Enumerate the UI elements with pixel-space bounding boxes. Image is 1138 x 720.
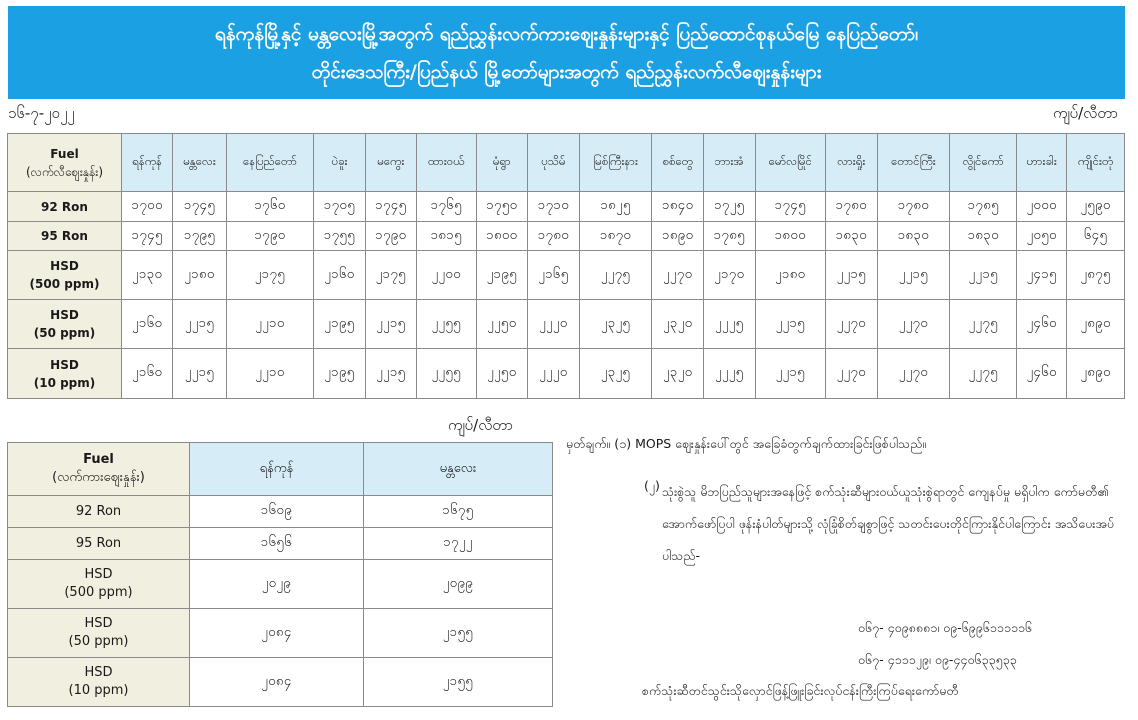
price-cell: ၂၂၇၅: [950, 349, 1017, 399]
price-cell: ၂၀၈၄: [190, 658, 364, 707]
price-cell: ၂၃၂၀: [652, 349, 704, 399]
fuel-name: 95 Ron: [41, 229, 88, 243]
price-cell: ၂၂၇၅: [579, 251, 652, 300]
price-cell: ၂၀၂၉: [190, 560, 364, 609]
fuel-name: HSD: [50, 308, 79, 322]
wholesale-price-table: [7, 442, 553, 707]
table-row: [8, 609, 553, 658]
price-cell: ၁၇၈၀: [528, 222, 580, 251]
city-header: လားရှိုး: [825, 134, 877, 192]
price-cell: ၂၁၉၅: [314, 300, 365, 349]
price-cell: ၂၂၇၀: [825, 349, 877, 399]
price-cell: ၁၈၀၀: [476, 222, 528, 251]
price-cell: ၁၇၂၅: [703, 192, 755, 222]
price-cell: ၂၁၆၀: [314, 251, 365, 300]
price-cell: ၁၈၃၀: [825, 222, 877, 251]
price-cell: ၂၂၁၅: [365, 300, 416, 349]
fuel-label: [8, 658, 190, 707]
city-header: တောင်ကြီး: [877, 134, 950, 192]
price-cell: ၁၇၄၅: [173, 192, 226, 222]
price-cell: ၂၂၂၅: [703, 349, 755, 399]
table-row: [8, 528, 553, 560]
city-header: ရန်ကုန်: [190, 443, 364, 496]
price-cell: ၂၂၅၅: [416, 300, 476, 349]
price-cell: ၁၈၇၀: [579, 222, 652, 251]
phone-numbers-2: ၀၆၇- ၄၁၁၁၂၉၊ ၀၉-၄၄၀၆၃၃၅၃၃: [858, 652, 1017, 667]
city-header: မန္တလေး: [363, 443, 552, 496]
price-cell: ၂၃၂၅: [579, 349, 652, 399]
city-header: မြစ်ကြီးနား: [579, 134, 652, 192]
fuel-header-title: Fuel: [50, 146, 79, 161]
price-cell: ၂၁၈၀: [755, 251, 825, 300]
city-header: စစ်တွေ: [652, 134, 704, 192]
fuel-label: [8, 349, 122, 399]
price-cell: ၁၇၅၅: [314, 222, 365, 251]
price-cell: ၁၈၁၅: [416, 222, 476, 251]
table-row: [8, 222, 1125, 251]
fuel-name: 92 Ron: [41, 199, 88, 214]
price-cell: ၆၄၅: [1067, 222, 1125, 251]
price-cell: ၁၆၀၉: [190, 496, 364, 528]
unit-label-retail: ကျပ်/လီတာ: [1052, 104, 1118, 122]
price-cell: ၂၂၁၅: [755, 300, 825, 349]
fuel-header-cell: [8, 443, 190, 496]
price-cell: ၂၂၁၅: [755, 349, 825, 399]
price-cell: ၂၃၂၀: [652, 300, 704, 349]
price-cell: ၂၀၅၀: [1017, 222, 1067, 251]
price-cell: ၂၂၁၅: [173, 349, 226, 399]
price-cell: ၂၈၉၀: [1067, 349, 1125, 399]
city-header: ကျိုင်းတုံ: [1067, 134, 1125, 192]
fuel-name: HSD: [84, 665, 113, 680]
price-cell: ၂၂၁၅: [825, 251, 877, 300]
fuel-label: [8, 528, 190, 560]
fuel-label: [8, 192, 122, 222]
committee-signature: စက်သုံးဆီတင်သွင်းသိုလှောင်ဖြန့်ဖြူးခြင်းလုပ်ငန်းကြီးကြပ်ရေးကော်မတီ: [642, 683, 959, 698]
price-cell: ၂၁၃၀: [122, 251, 173, 300]
price-cell: ၁၇၆၅: [416, 192, 476, 222]
price-cell: ၂၄၆၀: [1017, 300, 1067, 349]
price-cell: ၂၂၅၀: [476, 300, 528, 349]
price-cell: ၁၇၄၅: [755, 192, 825, 222]
title-line-1: ရန်ကုန်မြို့နှင့် မန္တလေးမြို့အတွက် ရည်ညွှန်းလက်ကားဈေးနှုန်းများနှင့် ပြည်ထောင်စုနယ်မြေ နေပြည်တော်၊: [214, 22, 919, 45]
table-row: [8, 349, 1125, 399]
fuel-header-subtitle: (လက်ကားဈေးနှုန်း): [52, 470, 145, 485]
price-cell: ၂၂၁၅: [365, 349, 416, 399]
price-cell: ၁၈၃၀: [877, 222, 950, 251]
retail-price-table: [7, 133, 1125, 399]
price-cell: ၂၂၁၀: [226, 300, 314, 349]
price-cell: ၂၀၉၉: [363, 560, 552, 609]
price-cell: ၁၇၀၅: [314, 192, 365, 222]
price-cell: ၁၇၈၅: [703, 222, 755, 251]
fuel-spec: (500 ppm): [64, 585, 133, 600]
price-cell: ၁၇၄၅: [365, 192, 416, 222]
fuel-label: [8, 251, 122, 300]
city-header: လွိုင်ကော်: [950, 134, 1017, 192]
price-cell: ၂၃၂၅: [579, 300, 652, 349]
price-cell: ၁၈၉၀: [652, 222, 704, 251]
unit-label-wholesale: ကျပ်/လီတာ: [448, 416, 514, 434]
table-row: [8, 251, 1125, 300]
fuel-name: HSD: [84, 567, 113, 582]
price-cell: ၁၇၈၅: [950, 192, 1017, 222]
fuel-spec: (10 ppm): [33, 375, 96, 390]
price-cell: ၁၆၅၆: [190, 528, 364, 560]
phone-numbers-1: ၀၆၇- ၄၀၉၈၈၈၁၊ ၀၉-၆၉၉၆၁၁၁၁၁၆: [858, 620, 1032, 635]
city-header: နေပြည်တော်: [226, 134, 314, 192]
fuel-name: 95 Ron: [75, 535, 122, 551]
price-cell: ၂၀၀၀: [1017, 192, 1067, 222]
price-cell: ၂၂၂၅: [703, 300, 755, 349]
price-cell: ၂၁၇၅: [226, 251, 314, 300]
price-cell: ၂၀၈၄: [190, 609, 364, 658]
price-cell: ၂၁၅၅: [363, 609, 552, 658]
table-row: [8, 300, 1125, 349]
title-line-2: တိုင်းဒေသကြီး/ပြည်နယ် မြို့တော်များအတွက် ရည်ညွှန်းလက်လီဈေးနှုန်းများ: [311, 60, 822, 83]
price-cell: ၂၂၅၅: [416, 349, 476, 399]
city-header: မန္တလေး: [173, 134, 226, 192]
price-cell: ၂၂၅၀: [476, 349, 528, 399]
fuel-header-title: Fuel: [83, 452, 114, 467]
price-cell: ၂၂၇၀: [877, 349, 950, 399]
price-cell: ၁၇၄၅: [122, 222, 173, 251]
wholesale-header-row: [8, 443, 553, 496]
price-cell: ၁၈၀၀: [755, 222, 825, 251]
fuel-name: HSD: [50, 357, 79, 372]
price-cell: ၂၂၂၀: [528, 349, 580, 399]
fuel-name: 92 Ron: [75, 503, 122, 519]
fuel-spec: (10 ppm): [68, 683, 129, 698]
price-cell: ၂၁၅၅: [363, 658, 552, 707]
note-2-number: (၂): [644, 478, 660, 493]
fuel-name: HSD: [84, 616, 113, 631]
title-banner: [8, 6, 1125, 99]
price-cell: ၂၁၉၅: [314, 349, 365, 399]
fuel-header-cell: [8, 134, 122, 192]
price-cell: ၁၇၁၀: [528, 192, 580, 222]
price-cell: ၁၇၉၅: [173, 222, 226, 251]
price-cell: ၂၂၁၅: [173, 300, 226, 349]
fuel-label: [8, 222, 122, 251]
city-header: ရန်ကုန်: [122, 134, 173, 192]
price-cell: ၂၁၆၀: [122, 349, 173, 399]
city-header: ဟားခါး: [1017, 134, 1067, 192]
price-cell: ၂၂၇၀: [652, 251, 704, 300]
retail-header-row: [8, 134, 1125, 192]
price-cell: ၂၂၇၀: [877, 300, 950, 349]
price-cell: ၁၈၂၅: [579, 192, 652, 222]
fuel-header-subtitle: (လက်လီဈေးနှုန်း): [25, 164, 104, 179]
city-header: မကွေး: [365, 134, 416, 192]
city-header: ပုသိမ်: [528, 134, 580, 192]
city-header: မော်လမြိုင်: [755, 134, 825, 192]
price-cell: ၁၇၉၀: [365, 222, 416, 251]
price-cell: ၂၄၆၀: [1017, 349, 1067, 399]
price-cell: ၂၁၆၅: [528, 251, 580, 300]
fuel-spec: (50 ppm): [33, 326, 96, 340]
price-cell: ၁၈၃၀: [950, 222, 1017, 251]
price-cell: ၁၇၈၀: [825, 192, 877, 222]
price-cell: ၁၇၉၀: [226, 222, 314, 251]
price-cell: ၁၆၇၅: [363, 496, 552, 528]
table-row: [8, 496, 553, 528]
price-cell: ၂၁၇၀: [703, 251, 755, 300]
price-cell: ၂၁၈၀: [173, 251, 226, 300]
price-cell: ၂၁၇၅: [365, 251, 416, 300]
price-cell: ၂၁၉၅: [476, 251, 528, 300]
price-cell: ၂၂၁၅: [877, 251, 950, 300]
price-cell: ၂၅၉၀: [1067, 192, 1125, 222]
fuel-label: [8, 609, 190, 658]
city-header: ထားဝယ်: [416, 134, 476, 192]
price-cell: ၁၈၄၀: [652, 192, 704, 222]
price-cell: ၂၈၉၀: [1067, 300, 1125, 349]
fuel-label: [8, 496, 190, 528]
price-cell: ၂၂၇၅: [950, 300, 1017, 349]
note-1: မှတ်ချက်။ (၁) MOPS ဈေးနှုန်းပေါ်တွင် အခြေခံတွက်ချက်ထားခြင်းဖြစ်ပါသည်။: [566, 436, 927, 451]
fuel-spec: (50 ppm): [68, 634, 129, 649]
fuel-label: [8, 560, 190, 609]
table-row: [8, 192, 1125, 222]
note-2-body: သုံးစွဲသူ မိဘပြည်သူများအနေဖြင့် စက်သုံးဆီများဝယ်ယူသုံးစွဲရာတွင် ကျေနပ်မှု မရှိပါက ကော်မတီ၏ အောက်ဖော်ပြပါ ဖုန်းနံပါတ်များသို့ လုံခြုံစိတ်ချစွာဖြင့် သတင်းပေးတိုင်ကြားနိုင်ပါကြောင်း အသိပေးအပ်ပါသည်-: [662, 484, 1115, 563]
price-cell: ၂၄၁၅: [1017, 251, 1067, 300]
price-cell: ၁၇၆၀: [226, 192, 314, 222]
date-label: ၁၆-၇-၂၀၂၂: [8, 104, 75, 122]
price-cell: ၂၂၀၀: [416, 251, 476, 300]
fuel-spec: (500 ppm): [29, 277, 100, 291]
price-cell: ၂၂၇၀: [825, 300, 877, 349]
price-cell: ၂၂၂၀: [528, 300, 580, 349]
table-row: [8, 658, 553, 707]
fuel-label: [8, 300, 122, 349]
price-cell: ၂၁၆၀: [122, 300, 173, 349]
city-header: မုံရွာ: [476, 134, 528, 192]
price-cell: ၂၂၁၅: [950, 251, 1017, 300]
fuel-name: HSD: [50, 259, 79, 273]
price-cell: ၁၇၂၂: [363, 528, 552, 560]
price-cell: ၁၇၀၀: [122, 192, 173, 222]
city-header: ပဲခူး: [314, 134, 365, 192]
price-cell: ၁၇၈၀: [877, 192, 950, 222]
price-cell: ၁၇၅၀: [476, 192, 528, 222]
price-cell: ၂၈၇၅: [1067, 251, 1125, 300]
city-header: ဘားအံ: [703, 134, 755, 192]
table-row: [8, 560, 553, 609]
price-cell: ၂၂၁၀: [226, 349, 314, 399]
